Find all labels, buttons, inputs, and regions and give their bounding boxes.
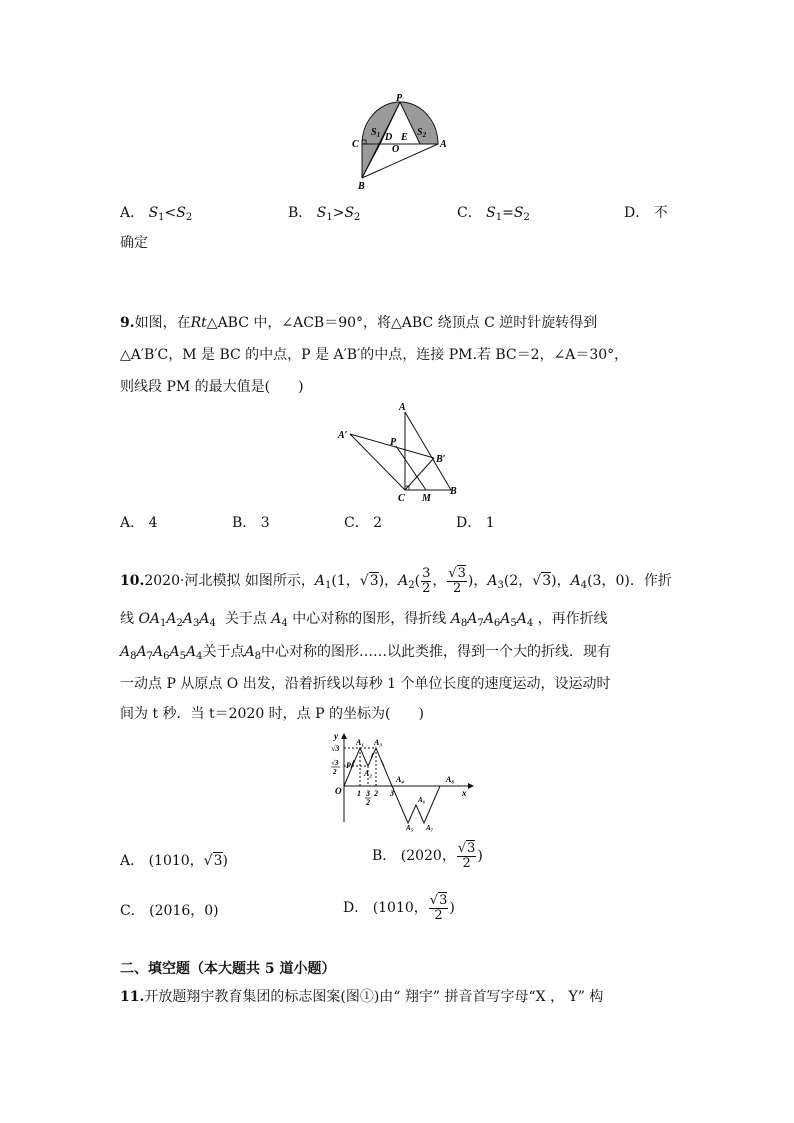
- q8-option-a[interactable]: A． $S_1<S_2$: [120, 205, 193, 223]
- q8-label-D: D: [385, 132, 393, 143]
- q10-label-x: x: [462, 788, 467, 798]
- q10-line1: 10.2020·河北模拟 如图所示，$A_1(1$，√3)，$A_2$( $\frac{3}{2}$ ， $\frac{√3}{2}$ )，$A_3(2$，√3)，$A_4(3$，0)．作折: [120, 565, 672, 596]
- q9-option-a[interactable]: A． 4: [120, 515, 158, 531]
- q9-label-P: P: [390, 437, 397, 448]
- q10-label-A1: A₁: [356, 738, 365, 747]
- q10-option-c[interactable]: C． (2016，0): [120, 903, 219, 919]
- q10-line4: 一动点 P 从原点 O 出发，沿着折线以每秒 1 个单位长度的速度运动，设运动时: [120, 676, 611, 692]
- q9-label-B: B: [450, 486, 457, 497]
- q8-label-O: O: [392, 144, 400, 155]
- q9-option-b[interactable]: B． 3: [232, 515, 270, 531]
- q10-label-A8: A₈: [446, 775, 455, 784]
- q11-number: 11.: [120, 989, 145, 1005]
- q10-label-A5: A₅: [406, 824, 414, 832]
- q8-label-E: E: [401, 132, 408, 143]
- q10-ytick-sqrt3: √3: [331, 744, 340, 753]
- q10-tick-2: 2: [374, 789, 378, 798]
- q10-source: 2020·河北模拟: [144, 573, 241, 589]
- q10-option-a[interactable]: A． (1010，√3): [120, 853, 228, 869]
- q10-label-A4: A₄: [396, 775, 405, 784]
- q9-label-M: M: [422, 493, 431, 504]
- q9-option-c[interactable]: C． 2: [344, 515, 383, 531]
- q10-option-d[interactable]: D． (1010， $\frac{√3}{2}$ ): [343, 892, 455, 923]
- q10-option-b[interactable]: B． (2020， $\frac{√3}{2}$ ): [372, 840, 483, 871]
- q10-label-A7: A₇: [426, 824, 434, 832]
- q9-figure: [336, 402, 462, 504]
- q9-label-Ap: A′: [338, 430, 348, 441]
- q9-label-Bp: B′: [436, 454, 446, 465]
- q8-label-P: P: [396, 93, 403, 104]
- q10-label-P: P: [346, 761, 351, 770]
- q10-line3: $A_8A_7A_6A_5A_4$关于点$A_8$中心对称的图形……以此类推，得到一个大的折线．现有: [120, 644, 611, 662]
- q9-line1: 9.如图，在Rt△ABC 中，∠ACB＝90°，将△ABC 绕顶点 C 逆时针旋转得到: [120, 315, 598, 331]
- q10-tick-half-den: 2: [366, 798, 370, 807]
- section-2-title: 二、填空题（本大题共 5 道小题）: [120, 961, 336, 977]
- q10-line5: 间为 t 秒．当 t＝2020 时，点 P 的坐标为( ): [120, 706, 424, 722]
- q10-ytick-sqrt3-half: √3: [331, 759, 339, 767]
- q8-figure: [340, 92, 455, 192]
- q9-label-C: C: [398, 493, 405, 504]
- q8-label-A: A: [440, 139, 447, 150]
- q10-label-O: O: [335, 786, 342, 796]
- q10-number: 10.: [120, 573, 145, 589]
- q8-option-b[interactable]: B． $S_1>S_2$: [288, 205, 361, 223]
- q10-line2: 线 $OA_1A_2A_3A_4$ 关于点 $A_4$ 中心对称的图形，得折线 $A_8A_7A_6A_5A_4$ ，再作折线: [120, 611, 608, 629]
- q10-ytick-half-den: 2: [333, 768, 337, 776]
- q10-label-A6: A₆: [418, 796, 426, 804]
- q10-label-y: y: [334, 732, 338, 741]
- q8-option-c[interactable]: C． $S_1=S_2$: [457, 205, 530, 223]
- q8-label-C: C: [352, 139, 359, 150]
- q9-number: 9.: [120, 315, 135, 331]
- q10-tick-1: 1: [357, 789, 361, 798]
- q8-option-d-cont: 确定: [120, 235, 148, 251]
- q10-tick-3half: 3: [366, 789, 370, 798]
- q8-label-B: B: [358, 181, 365, 192]
- q8-label-S1: $S_1$: [371, 127, 381, 139]
- q10-tick-3: 3: [390, 789, 394, 798]
- q9-line2: △A′B′C，M 是 BC 的中点，P 是 A′B′的中点，连接 PM.若 BC＝2，∠A＝30°，: [120, 347, 629, 363]
- q11-line1: 11.开放题翔宇教育集团的标志图案(图①)由“ 翔宇” 拼音首写字母“X ， Y” 构: [120, 989, 604, 1005]
- q10-figure: [326, 732, 476, 832]
- q9-option-d[interactable]: D． 1: [456, 515, 495, 531]
- q9-line3: 则线段 PM 的最大值是( ): [120, 379, 304, 395]
- q10-label-A3: A₃: [374, 738, 383, 747]
- q8-label-S2: $S_2$: [417, 127, 427, 139]
- q8-option-d[interactable]: D． 不: [624, 205, 668, 221]
- q10-label-A2: A₂: [364, 769, 373, 778]
- q9-label-A: A: [399, 402, 406, 413]
